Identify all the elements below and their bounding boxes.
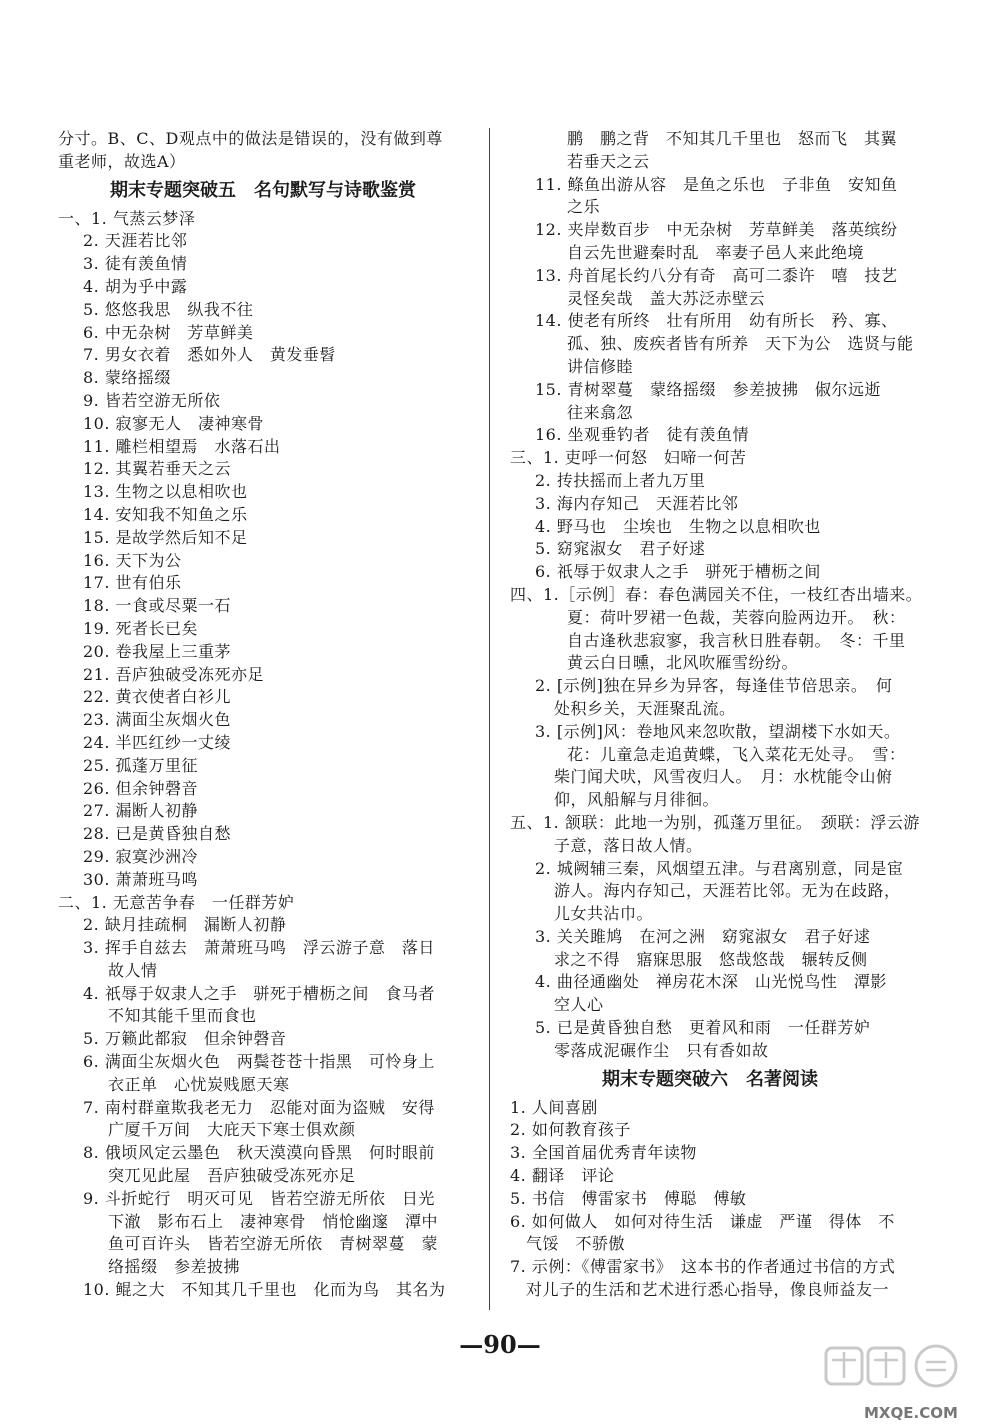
answer-line: 3. 关关雎鸠 在河之洲 窈窕淑女 君子好逑: [535, 926, 871, 946]
answer-line: 23. 满面尘灰烟火色: [83, 710, 232, 730]
answer-line: 仰，风船解与月徘徊。: [554, 790, 720, 810]
answer-line: 自古逢秋悲寂寥，我言秋日胜春朝。 冬：千里: [567, 630, 906, 650]
answer-line: 花：儿童急走追黄蝶，飞入菜花无处寻。 雪：: [567, 744, 906, 764]
answer-line: 游人。海内存知己，天涯若比邻。无为在歧路，: [554, 881, 901, 901]
answer-line: 15. 是故学然后知不足: [83, 527, 248, 547]
answer-line: 三、1. 吏呼一何怒 妇啼一何苦: [510, 448, 747, 468]
answer-line: 重老师，故选A）: [58, 151, 186, 171]
answer-line: 11. 鲦鱼出游从容 是鱼之乐也 子非鱼 安知鱼: [535, 174, 898, 194]
answer-line: 鱼可百许头 皆若空游无所依 青树翠蔓 蒙: [108, 1234, 439, 1254]
answer-line: 二、1. 无意苦争春 一任群芳妒: [58, 892, 295, 912]
answer-line: 19. 死者长已矣: [83, 618, 199, 638]
answer-line: 2. [示例]独在异乡为异客，每逢佳节倍思亲。 何: [535, 676, 893, 696]
answer-line: 5. 悠悠我思 纵我不往: [83, 299, 254, 319]
answer-line: 夏：荷叶罗裙一色裁，芙蓉向脸两边开。 秋：: [567, 607, 906, 627]
answer-line: 2. 城阙辅三秦，风烟望五津。与君离别意，同是宦: [535, 858, 904, 878]
answer-line: 下澈 影布石上 凄神寒骨 悄怆幽邃 潭中: [108, 1211, 439, 1231]
answer-line: 24. 半匹红纱一丈绫: [83, 732, 232, 752]
answer-line: 儿女共沾巾。: [554, 904, 654, 924]
answer-line: 16. 坐观垂钓者 徒有羡鱼情: [535, 425, 750, 445]
answer-line: 络摇缀 参差披拂: [108, 1257, 241, 1277]
answer-line: 不知其能千里而食也: [108, 1006, 257, 1026]
answer-line: 4. 翻译 评论: [510, 1166, 615, 1186]
answer-line: 27. 漏断人初静: [83, 801, 199, 821]
answer-line: 11. 雕栏相望焉 水落石出: [83, 436, 281, 456]
answer-line: 22. 黄衣使者白衫儿: [83, 687, 232, 707]
answer-line: 四、1.［示例］春：春色满园关不住，一枝红杏出墙来。: [510, 584, 923, 604]
answer-line: 突兀见此屋 吾庐独破受冻死亦足: [108, 1166, 356, 1186]
answer-line: 6. 祇辱于奴隶人之手 骈死于槽枥之间: [535, 562, 821, 582]
answer-line: 7. 南村群童欺我老无力 忍能对面为盗贼 安得: [83, 1097, 435, 1117]
answer-line: 5. 万籁此都寂 但余钟磬音: [83, 1029, 287, 1049]
watermark-url: MXQE.COM: [864, 1404, 958, 1422]
answer-line: 7. 示例：《傅雷家书》 这本书的作者通过书信的方式: [510, 1257, 896, 1277]
answer-line: 对儿子的生活和艺术进行悉心指导，像良师益友一: [526, 1280, 890, 1300]
answer-line: 往来翕忽: [567, 402, 634, 422]
answer-line: 8. 俄顷风定云墨色 秋天漠漠向昏黑 何时眼前: [83, 1143, 435, 1163]
answer-line: 7. 男女衣着 悉如外人 黄发垂髫: [83, 345, 336, 365]
answer-line: 分寸。B、C、D观点中的做法是错误的，没有做到尊: [58, 129, 443, 148]
answer-line: 8. 蒙络摇缀: [83, 368, 171, 388]
answer-line: 9. 皆若空游无所依: [83, 390, 221, 410]
left-column: [58, 128, 468, 1302]
answer-line: 13. 生物之以息相吹也: [83, 482, 248, 502]
answer-line: 2. 如何教育孩子: [510, 1120, 631, 1140]
answer-line: 一、1. 气蒸云梦泽: [58, 208, 196, 228]
answer-line: 五、1. 颔联：此地一为别，孤蓬万里征。 颈联：浮云游: [510, 812, 920, 832]
answer-line: 6. 中无杂树 芳草鲜美: [83, 322, 254, 342]
answer-line: 黄云白日曛，北风吹雁雪纷纷。: [567, 653, 799, 673]
answer-line: 6. 如何做人 如何对待生活 谦虚 严谨 得体 不: [510, 1211, 895, 1231]
answer-line: 5. 书信 傅雷家书 傅聪 傅敏: [510, 1188, 747, 1208]
answer-line: 4. 胡为乎中露: [83, 276, 188, 296]
answer-line: 18. 一食或尽粟一石: [83, 596, 232, 616]
answer-line: 灵怪矣哉 盖大苏泛赤壁云: [567, 288, 766, 308]
answer-line: 26. 但余钟磬音: [83, 778, 199, 798]
answer-line: 鹏 鹏之背 不知其几千里也 怒而飞 其翼: [567, 129, 898, 148]
answer-line: 3. 挥手自兹去 萧萧班马鸣 浮云游子意 落日: [83, 938, 435, 958]
answer-line: 柴门闻犬吠，风雪夜归人。 月：水枕能令山俯: [554, 767, 893, 787]
answer-line: 20. 卷我屋上三重茅: [83, 641, 232, 661]
section-heading: 期末专题突破六 名著阅读: [602, 1068, 818, 1090]
answer-line: 广厦千万间 大庇天下寒士俱欢颜: [108, 1120, 356, 1140]
answer-line: 5. 已是黄昏独自愁 更着风和雨 一任群芳妒: [535, 1018, 871, 1038]
answer-line: 13. 舟首尾长约八分有奇 高可二黍许 嘻 技艺: [535, 265, 898, 285]
answer-line: 14. 使老有所终 壮有所用 幼有所长 矜、寡、: [535, 311, 898, 331]
answer-line: 若垂天之云: [567, 151, 650, 171]
answer-line: 孤、独、废疾者皆有所养 天下为公 选贤与能: [567, 334, 914, 354]
answer-line: 12. 其翼若垂天之云: [83, 459, 232, 479]
answer-line: 15. 青树翠蔓 蒙络摇缀 参差披拂 俶尔远逝: [535, 379, 882, 399]
answer-line: 16. 天下为公: [83, 550, 182, 570]
right-column: [510, 128, 923, 1302]
section-heading: 期末专题突破五 名句默写与诗歌鉴赏: [110, 179, 416, 201]
page-number: —90—: [459, 1330, 541, 1359]
answer-line: 子意，落日故人情。: [554, 835, 703, 855]
answer-line: 处积乡关，天涯聚乱流。: [554, 698, 736, 718]
answer-line: 故人情: [108, 960, 158, 980]
answer-line: 衣正单 心忧炭贱愿天寒: [108, 1074, 290, 1094]
answer-line: 5. 窈窕淑女 君子好逑: [535, 539, 706, 559]
answer-line: 求之不得 寤寐思服 悠哉悠哉 辗转反侧: [554, 949, 868, 969]
answer-line: 3. 海内存知己 天涯若比邻: [535, 493, 739, 513]
answer-line: 14. 安知我不知鱼之乐: [83, 504, 248, 524]
answer-line: 1. 人间喜剧: [510, 1097, 598, 1117]
column-divider: [489, 128, 490, 1310]
answer-line: 4. 曲径通幽处 禅房花木深 山光悦鸟性 潭影: [535, 972, 887, 992]
answer-line: 25. 孤蓬万里征: [83, 755, 199, 775]
answer-line: 3. 徒有羡鱼情: [83, 254, 188, 274]
answer-line: 10. 寂寥无人 凄神寒骨: [83, 413, 265, 433]
answer-line: 21. 吾庐独破受冻死亦足: [83, 664, 265, 684]
answer-line: 气馁 不骄傲: [526, 1234, 626, 1254]
answer-line: 2. 抟扶摇而上者九万里: [535, 470, 706, 490]
answer-line: 零落成泥碾作尘 只有香如故: [554, 1040, 769, 1060]
answer-line: 2. 天涯若比邻: [83, 231, 188, 251]
answer-line: 9. 斗折蛇行 明灭可见 皆若空游无所依 日光: [83, 1188, 435, 1208]
answer-line: 3. [示例]风：卷地风来忽吹散，望湖楼下水如天。: [535, 721, 901, 741]
answer-line: 6. 满面尘灰烟火色 两鬓苍苍十指黑 可怜身上: [83, 1052, 435, 1072]
answer-line: 28. 已是黄昏独自愁: [83, 824, 232, 844]
answer-line: 自云先世避秦时乱 率妻子邑人来此绝境: [567, 242, 865, 262]
answer-line: 3. 全国首届优秀青年读物: [510, 1143, 697, 1163]
answer-line: 17. 世有伯乐: [83, 573, 182, 593]
answer-line: 4. 祇辱于奴隶人之手 骈死于槽枥之间 食马者: [83, 983, 435, 1003]
answer-line: 4. 野马也 尘埃也 生物之以息相吹也: [535, 516, 821, 536]
answer-line: 2. 缺月挂疏桐 漏断人初静: [83, 915, 287, 935]
answer-line: 10. 鲲之大 不知其几千里也 化而为鸟 其名为: [83, 1280, 446, 1300]
answer-line: 12. 夹岸数百步 中无杂树 芳草鲜美 落英缤纷: [535, 220, 898, 240]
answer-line: 空人心: [554, 995, 604, 1015]
answer-line: 讲信修睦: [567, 356, 634, 376]
answer-line: 29. 寂寞沙洲冷: [83, 846, 199, 866]
answer-line: 30. 萧萧班马鸣: [83, 869, 199, 889]
answer-line: 之乐: [567, 197, 601, 217]
